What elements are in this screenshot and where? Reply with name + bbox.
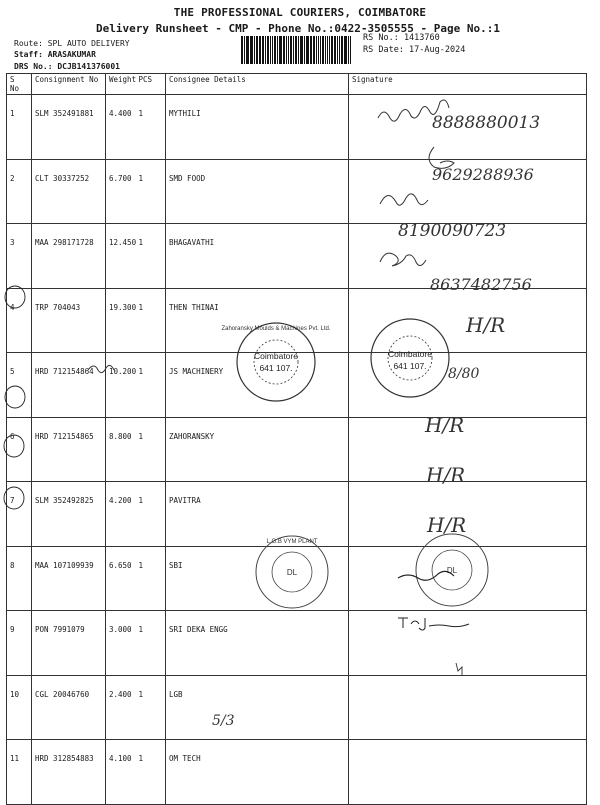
table-row <box>7 611 587 676</box>
cell-pcs: 1 <box>136 288 166 353</box>
cell-pcs: 1 <box>136 417 166 482</box>
cell-pcs: 1 <box>136 546 166 611</box>
cell-consignment-no: CLT 30337252 <box>32 159 106 224</box>
barcode-bar <box>331 36 334 64</box>
barcode-bar <box>350 36 351 64</box>
barcode-bar <box>320 36 322 64</box>
barcode-bar <box>270 36 271 64</box>
barcode-bar <box>244 36 245 64</box>
hr-mark-row-9: H/R <box>427 513 467 537</box>
cell-pcs: 1 <box>136 95 166 160</box>
cell-weight: 4.100 <box>106 740 136 805</box>
table-row <box>7 546 587 611</box>
rs-date: RS Date: 17-Aug-2024 <box>363 45 466 55</box>
svg-text:DL: DL <box>446 566 458 575</box>
barcode-bar <box>304 36 305 64</box>
barcode-bar <box>341 36 343 64</box>
hr-mark-row-8: H/R <box>426 463 466 487</box>
zahoransky-stamp-legend: Zahoransky Moulds & Machines Pvt. Ltd. <box>221 326 331 332</box>
barcode-bar <box>313 36 315 64</box>
hr-mark-row-7: H/R <box>425 413 465 437</box>
column-header-pcs: PCS <box>136 74 166 95</box>
cell-weight: 12.450 <box>106 224 136 289</box>
table-header-row <box>7 74 587 95</box>
table-row <box>7 159 587 224</box>
cell-consignment-no: HRD 712154865 <box>32 417 106 482</box>
cell-weight: 6.700 <box>106 159 136 224</box>
drs-number: DRS No.: DCJB141376001 <box>14 62 120 71</box>
cell-pcs: 1 <box>136 740 166 805</box>
table-row <box>7 224 587 289</box>
cell-signature <box>349 95 587 160</box>
barcode-bar <box>325 36 326 64</box>
barcode-bar <box>247 36 249 64</box>
cell-sno: 8 <box>7 546 32 611</box>
cell-sno: 2 <box>7 159 32 224</box>
cell-consignment-no: HRD 712154864 <box>32 353 106 418</box>
cell-consignee: LGB <box>166 675 349 740</box>
table-row <box>7 353 587 418</box>
cell-signature <box>349 417 587 482</box>
barcode-bar <box>327 36 328 64</box>
cell-consignment-no: SLM 352491881 <box>32 95 106 160</box>
barcode-bar <box>254 36 255 64</box>
barcode-bar <box>257 36 258 64</box>
barcode-bar <box>259 36 261 64</box>
column-header-consignment: Consignment No <box>32 74 106 95</box>
barcode-bar <box>334 36 336 64</box>
barcode-bar <box>311 36 312 64</box>
cell-consignee: PAVITRA <box>166 482 349 547</box>
staff-label: Staff: ARASAKUMAR <box>14 50 96 59</box>
barcode-bar <box>298 36 299 64</box>
cell-weight: 6.650 <box>106 546 136 611</box>
cell-signature <box>349 611 587 676</box>
barcode-bar <box>293 36 294 64</box>
column-header-consignee: Consignee Details <box>166 74 349 95</box>
barcode-bar <box>250 36 253 64</box>
cell-consignment-no: PON 7991079 <box>32 611 106 676</box>
cell-sno: 5 <box>7 353 32 418</box>
hr-mark-row-5: H/R <box>466 313 506 337</box>
barcode-bar <box>283 36 285 64</box>
barcode-bar <box>329 36 330 64</box>
barcode-bar <box>246 36 247 64</box>
barcode-bar <box>316 36 317 64</box>
barcode-bar <box>337 36 338 64</box>
cell-weight: 4.400 <box>106 95 136 160</box>
cell-consignee: BHAGAVATHI <box>166 224 349 289</box>
cell-pcs: 1 <box>136 611 166 676</box>
cell-sno: 4 <box>7 288 32 353</box>
table-row <box>7 482 587 547</box>
cell-sno: 10 <box>7 675 32 740</box>
barcode-bar <box>286 36 287 64</box>
barcode-bar <box>306 36 309 64</box>
svg-text:Coimbatore: Coimbatore <box>388 349 432 359</box>
cell-consignment-no: TRP 704043 <box>32 288 106 353</box>
cell-weight: 8.800 <box>106 417 136 482</box>
table-row <box>7 417 587 482</box>
cell-consignment-no: MAA 298171728 <box>32 224 106 289</box>
cell-weight: 2.400 <box>106 675 136 740</box>
runsheet-subtitle: Delivery Runsheet - CMP - Phone No.:0422-3505555 - Page No.:1 <box>96 22 500 35</box>
svg-text:641 107.: 641 107. <box>259 363 293 373</box>
barcode-bar <box>300 36 301 64</box>
cell-weight: 10.200 <box>106 353 136 418</box>
cell-consignment-no: CGL 20046760 <box>32 675 106 740</box>
cell-signature <box>349 482 587 547</box>
cell-consignee: SMD FOOD <box>166 159 349 224</box>
cell-sno: 7 <box>7 482 32 547</box>
handwritten-phone-3: 8190090723 <box>398 221 507 241</box>
cell-sno: 9 <box>7 611 32 676</box>
cell-consignee: OM TECH <box>166 740 349 805</box>
handwritten-phone-2: 9629288936 <box>432 165 534 184</box>
cell-pcs: 1 <box>136 675 166 740</box>
barcode-bar <box>274 36 276 64</box>
lgb-stamp-legend: L.G.B VYM PLANT <box>266 539 318 545</box>
cell-consignment-no: HRD 312854883 <box>32 740 106 805</box>
barcode-bar <box>318 36 319 64</box>
cell-signature <box>349 675 587 740</box>
column-header-sno: S No <box>7 74 32 95</box>
handwritten-note-bottom: 5/3 <box>212 713 235 729</box>
route-label: Route: SPL AUTO DELIVERY <box>14 39 130 48</box>
barcode-bar <box>290 36 293 64</box>
barcode-bar <box>256 36 257 64</box>
cell-sno: 1 <box>7 95 32 160</box>
cell-consignee: ZAHORANSKY <box>166 417 349 482</box>
barcode-bar <box>322 36 324 64</box>
barcode-bar <box>277 36 278 64</box>
cell-pcs: 1 <box>136 353 166 418</box>
barcode-bar <box>280 36 282 64</box>
cell-sno: 3 <box>7 224 32 289</box>
table-row <box>7 675 587 740</box>
column-header-weight: Weight <box>106 74 136 95</box>
svg-text:Coimbatore: Coimbatore <box>254 351 298 361</box>
barcode-bar <box>241 36 243 64</box>
cell-weight: 19.300 <box>106 288 136 353</box>
handwritten-note-side: 8/80 <box>448 366 480 382</box>
cell-pcs: 1 <box>136 224 166 289</box>
barcode-bar <box>301 36 303 64</box>
barcode-bar <box>279 36 280 64</box>
cell-signature <box>349 353 587 418</box>
cell-weight: 3.000 <box>106 611 136 676</box>
cell-consignment-no: MAA 107109939 <box>32 546 106 611</box>
column-header-signature: Signature <box>349 74 587 95</box>
cell-consignee: SBI <box>166 546 349 611</box>
cell-signature <box>349 546 587 611</box>
svg-text:641 107.: 641 107. <box>393 361 427 371</box>
cell-sno: 6 <box>7 417 32 482</box>
barcode-bar <box>344 36 345 64</box>
barcode-bar <box>348 36 349 64</box>
barcode-bar <box>295 36 297 64</box>
cell-signature <box>349 740 587 805</box>
barcode-bar <box>272 36 273 64</box>
company-title: THE PROFESSIONAL COURIERS, COIMBATORE <box>173 6 427 19</box>
barcode-bar <box>345 36 347 64</box>
cell-signature <box>349 224 587 289</box>
barcode-bar <box>288 36 289 64</box>
cell-consignee: THEN THINAI <box>166 288 349 353</box>
barcode-bar <box>339 36 340 64</box>
cell-pcs: 1 <box>136 159 166 224</box>
barcode-bar <box>262 36 264 64</box>
cell-consignee: JS MACHINERY <box>166 353 349 418</box>
handwritten-phone-1: 8888880013 <box>432 113 541 133</box>
table-row <box>7 740 587 805</box>
cell-sno: 11 <box>7 740 32 805</box>
cell-signature <box>349 159 587 224</box>
rs-number: RS No.: 1413760 <box>363 33 440 43</box>
handwritten-phone-4: 8637482756 <box>430 275 532 294</box>
barcode-bar <box>267 36 270 64</box>
runsheet-table <box>6 73 587 805</box>
table-row <box>7 95 587 160</box>
cell-pcs: 1 <box>136 482 166 547</box>
table-row <box>7 288 587 353</box>
cell-weight: 4.200 <box>106 482 136 547</box>
cell-signature <box>349 288 587 353</box>
barcode-bar <box>310 36 311 64</box>
barcode-bar <box>265 36 266 64</box>
svg-text:DL: DL <box>286 568 298 577</box>
barcode <box>241 36 352 64</box>
cell-consignment-no: SLM 352492825 <box>32 482 106 547</box>
cell-consignee: MYTHILI <box>166 95 349 160</box>
cell-consignee: SRI DEKA ENGG <box>166 611 349 676</box>
